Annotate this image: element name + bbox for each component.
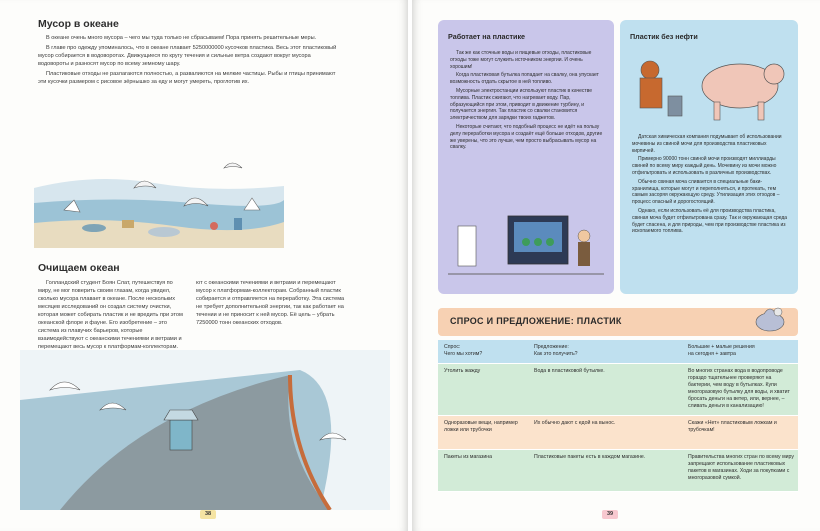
header-line: Большие + малые решения [688, 344, 755, 350]
ocean-trash-text [38, 34, 338, 88]
section-title-ocean-trash: Мусор в океане [38, 18, 119, 30]
table-cell: Пакеты из магазина [444, 454, 492, 460]
paragraph: Когда пластиковая бутылка попадает на свалку, она упускает возможность отдать скрытое в ней топливо. [450, 72, 599, 86]
paragraph: Обычно свиная моча сливается в специальные баки-хранилища, которые могут и переполняться, и протекать, тем самым засоряя окружающую среду. Утилизация этих отходов – процесс опасный и дорогостоящий. [632, 178, 780, 206]
table-row [438, 364, 798, 416]
paragraph: Пластиковые отходы не разлагаются полностью, а развалиются на мелкие частицы. Рыбы и птицы принимают эти кусочки размером с рисовое зёрнышко за еду и могут умереть, проглотив их. [38, 71, 336, 85]
paragraph: В океане очень много мусора – чего мы туда только не сбрасываем! Пора принять решительные меры. [46, 35, 317, 41]
paragraph: Однако, если использовать её для производства пластика, свиная моча будет отфильтрована сразу. Так и окружающая среда будет спасена, и для природы, чем при производстве пластика из ископаемого топлива. [632, 207, 788, 235]
table-cell: Во многих странах вода в водопроводе гораздо тщательнее проверяют на бактерии, чем воду в бутылках. Купи многоразовую бутылку для воды, и хватит бросать деньги на ветер, или, вернее, – сливать деньги в канализацию! [688, 368, 790, 409]
right-page [412, 0, 820, 531]
column-header [444, 344, 524, 358]
power-plant-illustration [448, 206, 604, 286]
box-text [450, 50, 604, 153]
supply-demand-header [438, 308, 798, 336]
ocean-barrier-illustration [20, 350, 390, 510]
table-cell: Правительства многих стран по всему миру запрещают использование пластиковых пакетов в магазинах. Ходи за покупками с многоразовой сумкой. [688, 454, 794, 481]
header-line: на сегодня + завтра [688, 351, 736, 357]
paragraph: В главе про одежду упоминалось, что в океане плавает 5250000000 кусочков пластика. Весь этот пластиковый мусор собирается в водоворотах. Движущиеся по кругу течения и сильные ветра создают вокруг мусора водовороты и разносят мусор по всему земному шару. [38, 45, 337, 67]
table-header-row [438, 340, 798, 364]
column-header [688, 344, 794, 358]
plastic-without-oil-box [620, 20, 798, 294]
table-row [438, 450, 798, 492]
trash-bag-icon [750, 300, 790, 332]
header-line: Чего мы хотим? [444, 351, 483, 357]
supply-demand-title: СПРОС И ПРЕДЛОЖЕНИЕ: ПЛАСТИК [450, 316, 622, 326]
table-cell: Утолить жажду [444, 368, 481, 374]
box-text [632, 134, 788, 237]
page-number: 39 [602, 510, 618, 519]
pig-illustration [628, 44, 790, 128]
clean-ocean-col1: Голландский студент Боян Слат, путешествуя по миру, не мог поверить своим глазам, когда увидел, сколько мусора плавает в океане. После нескольких месяцев исследований он создал систему очистки, которая может собирать пластик и не вредить при этом океанской флоре и фауне. Его изобретение – это система из плавучих барьеров, которые взаимодействуют с океанскими течениями и ветрами и перемещают весь мусор к платформам-коллекторам. [38, 280, 183, 350]
paragraph: Датская химическая компания подумывает об использовании мочевины из свиной мочи для производства пластиковых кирпичей. [632, 134, 782, 154]
paragraph: Так же как сточные воды и пищевые отходы, пластиковые отходы тоже могут служить источником энергии. И очень хорошим! [450, 50, 592, 70]
plastic-energy-box [438, 20, 614, 294]
page-number: 38 [200, 510, 216, 519]
clean-ocean-col2: ют с океанскими течениями и ветрами и перемещают мусор к платформам-коллекторам. Собранный пластик собирается и отправляется на переработку. Эта система не требует дополнительной энергии, так как работает на течении и не приносит к ней мусор. Её цель – убрать 7250000 тонн океанских отходов. [196, 280, 345, 326]
table-row [438, 416, 798, 450]
header-line: Как это получить? [534, 351, 578, 357]
seagulls-trash-illustration [34, 148, 284, 248]
paragraph: Некоторые считают, что подобный процесс не идёт на пользу делу переработки мусора и создаёт ещё больше отходов, другие же уверены, что это лучше, чем просто выбрасывать мусор на свалку. [450, 123, 603, 151]
table-cell: Одноразовые вещи, например ложки или трубочки [444, 420, 518, 433]
section-title-clean-ocean: Очищаем океан [38, 262, 120, 274]
left-page [0, 0, 408, 531]
paragraph: Мусорные электростанции используют пластик в качестве топлива. Пластик сжигают, что нагревает воду. Пар, образующийся при этом, приводит в движение турбину, и получается энергия. Так пластик со свалки становится электричеством для зарядки твоих гаджетов. [450, 87, 593, 122]
supply-demand-table [438, 340, 798, 492]
table-cell: Вода в пластиковой бутылке. [534, 368, 605, 374]
table-cell: Их обычно дают с едой на вынос. [534, 420, 616, 426]
paragraph: Примерно 90000 тонн свиной мочи производят миллиарды свиней по всему миру каждый день. Мочевину из мочи можно отфильтровать и использовать в различных производствах. [632, 156, 777, 176]
header-line: Спрос: [444, 344, 461, 350]
header-line: Предложение: [534, 344, 569, 350]
column-header [534, 344, 646, 358]
box-title: Работает на пластике [448, 32, 526, 41]
box-title: Пластик без нефти [630, 32, 698, 41]
table-cell: Скажи «Нет» пластиковым ложкам и трубочкам! [688, 420, 777, 433]
table-cell: Пластиковые пакеты есть в каждом магазине. [534, 454, 646, 460]
